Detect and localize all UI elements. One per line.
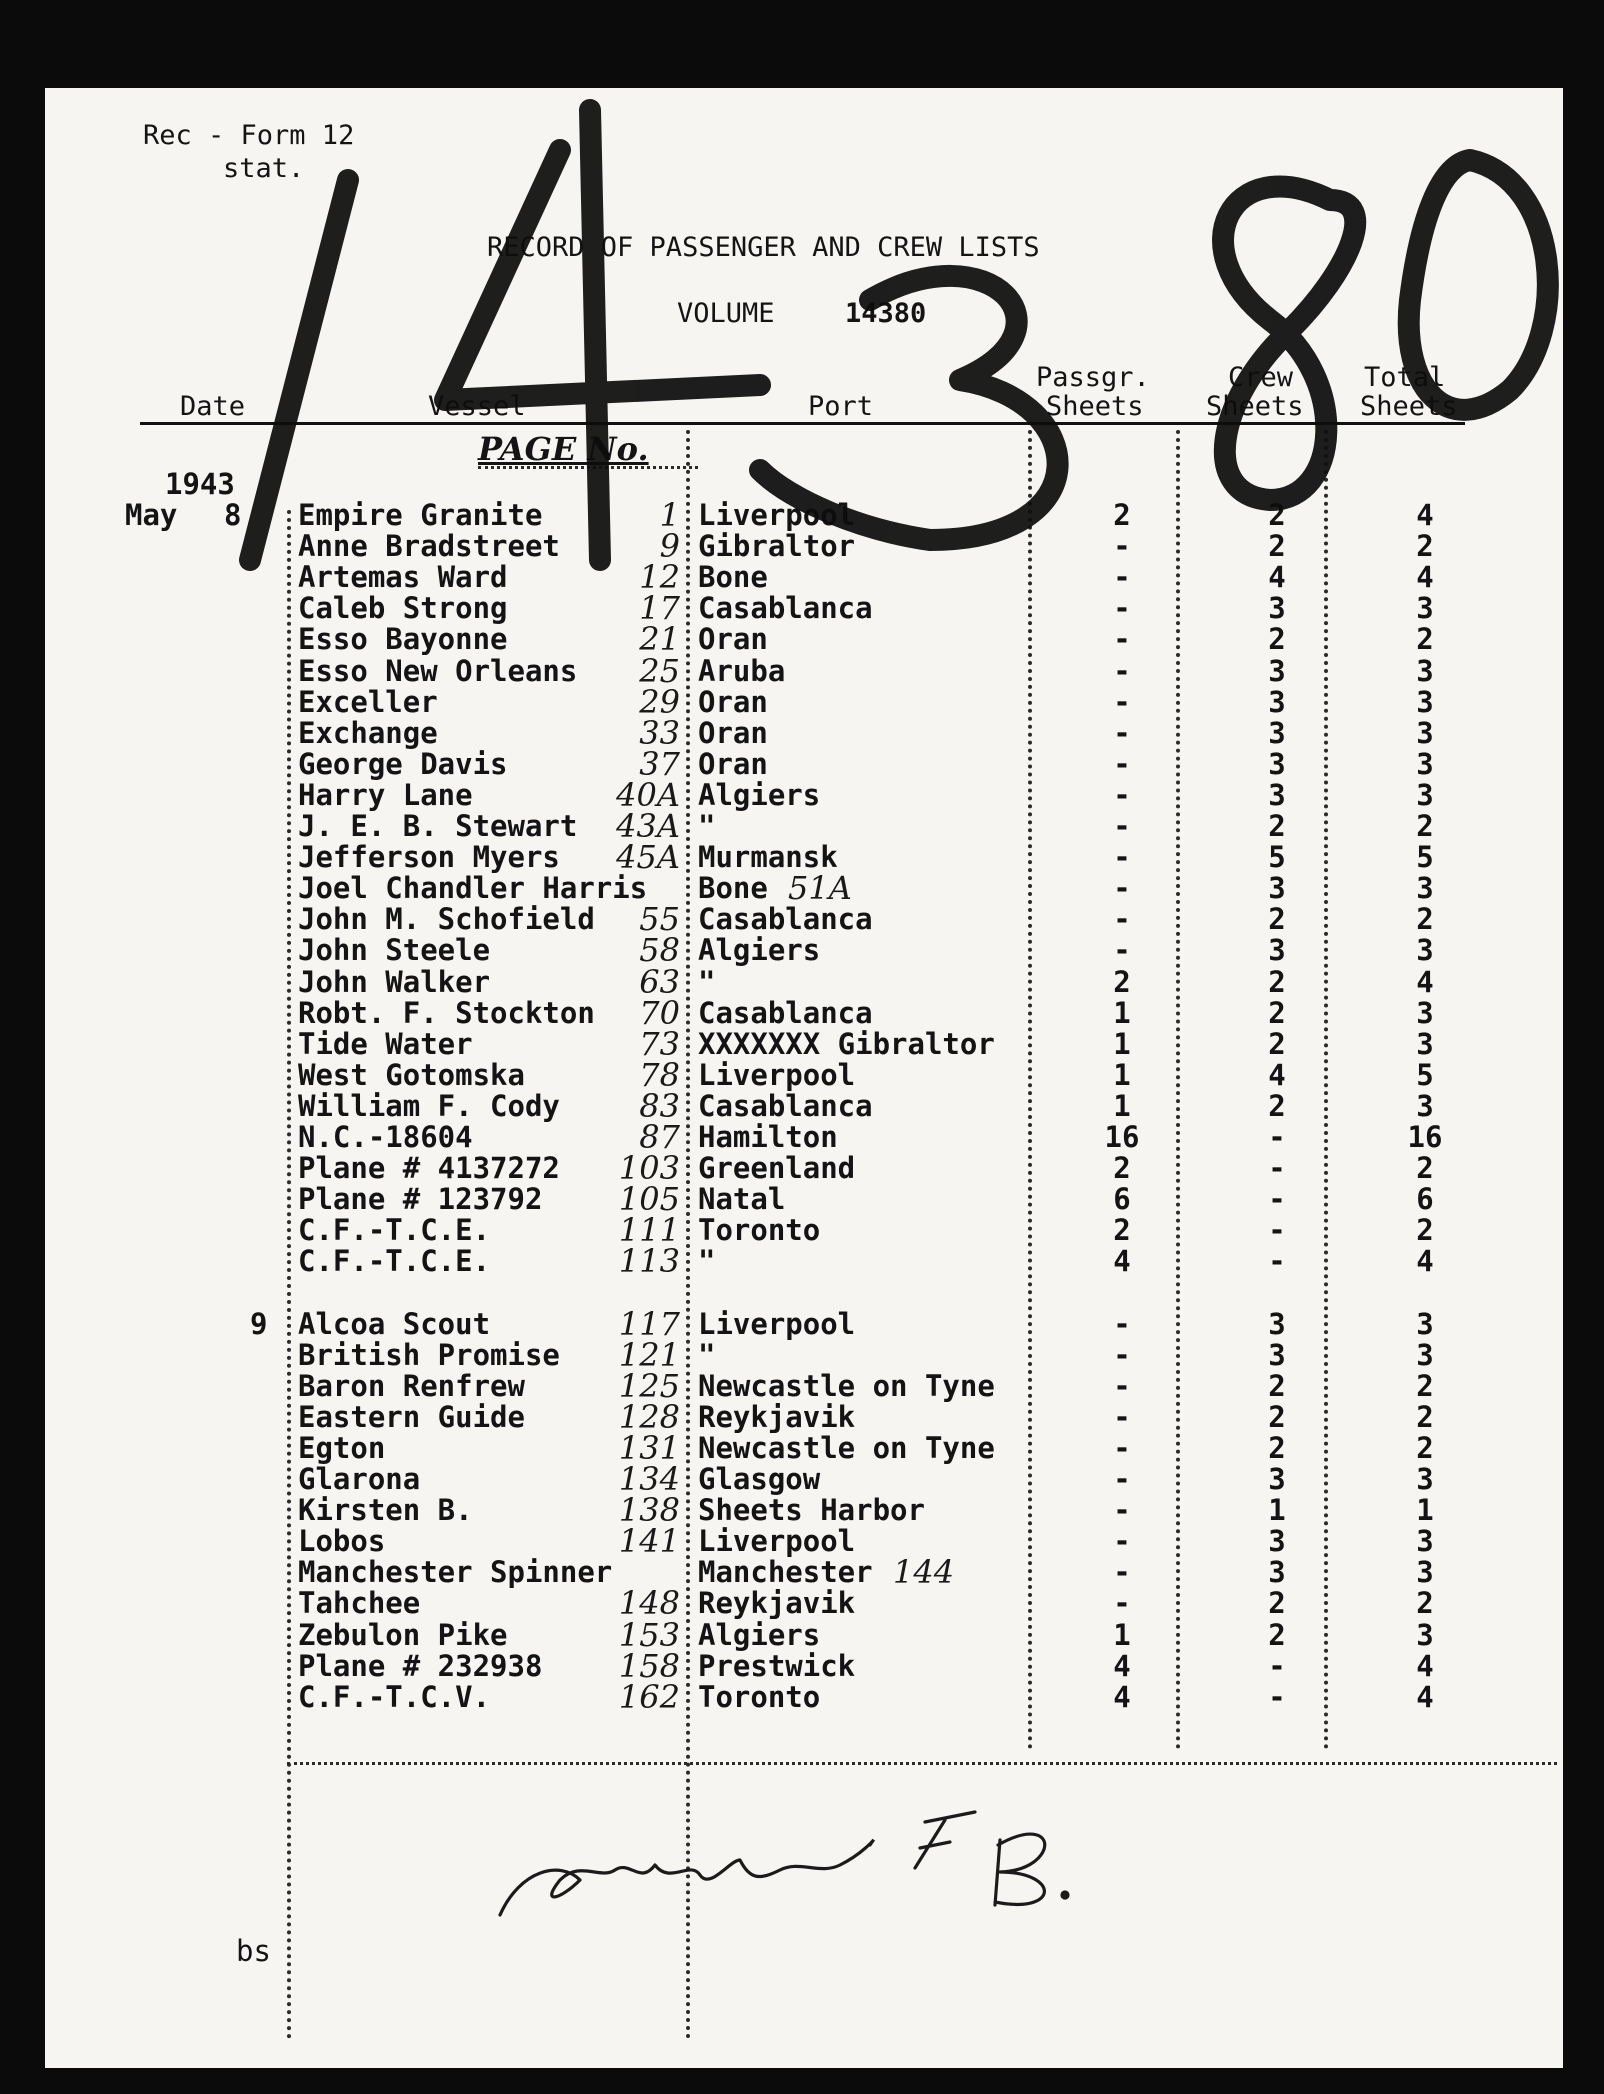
total-sheets-cell: 2 xyxy=(1416,1430,1434,1465)
crew-sheets-cell: - xyxy=(1268,1120,1286,1154)
port-cell: Reykjavik xyxy=(698,1399,856,1434)
col-vessel: Vessel xyxy=(428,391,526,422)
table-row xyxy=(0,1304,1604,1343)
crew-sheets-cell: 2 xyxy=(1268,622,1286,657)
port-note-cell: 144 xyxy=(893,1553,955,1592)
vessel-cell: Plane # 123792 xyxy=(298,1182,543,1217)
total-sheets-cell: 6 xyxy=(1416,1182,1434,1217)
col-port: Port xyxy=(808,391,874,422)
vessel-cell: Tide Water xyxy=(298,1026,473,1061)
total-sheets-cell: 3 xyxy=(1416,746,1434,781)
total-sheets-cell: 4 xyxy=(1416,1648,1434,1683)
vessel-cell: Harry Lane xyxy=(298,777,473,812)
port-cell: Natal xyxy=(698,1182,786,1217)
page-number-cell: 43A xyxy=(616,807,680,845)
total-sheets-cell: 2 xyxy=(1416,622,1434,657)
total-sheets-cell: 3 xyxy=(1416,684,1434,719)
total-sheets-cell: 2 xyxy=(1416,1399,1434,1434)
crew-sheets-cell: 3 xyxy=(1268,777,1286,812)
total-sheets-cell: 2 xyxy=(1416,1151,1434,1186)
table-row xyxy=(0,1522,1604,1561)
table-row xyxy=(0,527,1604,566)
table-row xyxy=(0,1242,1604,1281)
port-cell: Aruba xyxy=(698,653,786,688)
port-cell: " xyxy=(698,1244,716,1279)
passgr-sheets-cell: 1 xyxy=(1113,1088,1131,1123)
page-number-cell: 113 xyxy=(618,1242,680,1281)
total-sheets-cell: 4 xyxy=(1416,1244,1434,1279)
page-number-cell: 12 xyxy=(639,558,680,597)
form-stat: stat. xyxy=(223,153,305,184)
page-number-cell: 70 xyxy=(639,993,680,1032)
page-number-cell: 134 xyxy=(618,1460,680,1498)
table-row xyxy=(0,1646,1604,1685)
year: 1943 xyxy=(165,467,235,501)
page-label: PAGE No. xyxy=(478,430,649,468)
passgr-sheets-cell: - xyxy=(1113,1555,1131,1590)
passgr-sheets-cell: 1 xyxy=(1113,1617,1131,1652)
crew-sheets-cell: 3 xyxy=(1268,871,1286,906)
total-sheets-cell: 2 xyxy=(1416,529,1434,564)
table-row xyxy=(0,1584,1604,1623)
total-sheets-cell: 3 xyxy=(1416,1524,1434,1559)
vessel-cell: Caleb Strong xyxy=(298,591,508,626)
passgr-sheets-cell: - xyxy=(1113,809,1131,843)
page-number-cell: 55 xyxy=(639,900,680,939)
vessel-cell: Baron Renfrew xyxy=(298,1368,525,1403)
port-cell: Casablanca xyxy=(698,1088,873,1123)
vessel-cell: Manchester Spinner xyxy=(298,1555,613,1590)
vessel-cell: N.C.-18604 xyxy=(298,1120,473,1154)
vessel-cell: Jefferson Myers xyxy=(298,840,560,875)
passgr-sheets-cell: 4 xyxy=(1113,1648,1131,1683)
crew-sheets-cell: 3 xyxy=(1268,591,1286,626)
total-sheets-cell: 4 xyxy=(1416,560,1434,595)
vessel-cell: Glarona xyxy=(298,1462,421,1496)
table-row xyxy=(0,1677,1604,1716)
page-number-cell: 105 xyxy=(618,1180,680,1219)
port-cell: XXXXXXX Gibraltor xyxy=(698,1026,995,1061)
vessel-cell: West Gotomska xyxy=(298,1057,525,1092)
page-number-cell: 45A xyxy=(616,838,680,877)
page-number-cell: 162 xyxy=(618,1677,680,1716)
port-cell: " xyxy=(698,809,716,843)
table-row xyxy=(0,1211,1604,1250)
crew-sheets-cell: 2 xyxy=(1268,529,1286,564)
table-row xyxy=(0,1428,1604,1467)
table-row xyxy=(0,962,1604,1001)
table-row xyxy=(0,1118,1604,1156)
table-row xyxy=(0,1491,1604,1530)
total-sheets-cell: 3 xyxy=(1416,591,1434,626)
crew-sheets-cell: 3 xyxy=(1268,1462,1286,1496)
passgr-sheets-cell: - xyxy=(1113,1337,1131,1372)
table-row xyxy=(0,744,1604,783)
port-cell: Gibraltor xyxy=(698,529,856,564)
total-sheets-cell: 2 xyxy=(1416,902,1434,937)
port-note-cell: 51A xyxy=(788,869,852,908)
table-row xyxy=(0,589,1604,628)
table-row xyxy=(0,807,1604,845)
page-number-cell: 21 xyxy=(639,620,680,659)
vessel-cell: C.F.-T.C.E. xyxy=(298,1244,491,1279)
crew-sheets-cell: 3 xyxy=(1268,746,1286,781)
passgr-sheets-cell: - xyxy=(1113,840,1131,875)
port-cell: Bone xyxy=(698,560,768,595)
crew-sheets-cell: 2 xyxy=(1268,1399,1286,1434)
page-label-rule xyxy=(478,466,698,469)
crew-sheets-cell: 2 xyxy=(1268,964,1286,999)
total-sheets-cell: 3 xyxy=(1416,1337,1434,1372)
vessel-cell: Robt. F. Stockton xyxy=(298,995,595,1030)
crew-sheets-cell: 3 xyxy=(1268,684,1286,719)
crew-sheets-cell: 2 xyxy=(1268,1368,1286,1403)
vessel-cell: Zebulon Pike xyxy=(298,1617,508,1652)
crew-sheets-cell: 2 xyxy=(1268,995,1286,1030)
total-sheets-cell: 3 xyxy=(1416,715,1434,750)
total-sheets-cell: 2 xyxy=(1416,1213,1434,1248)
page-number-cell: 125 xyxy=(618,1366,680,1405)
passgr-sheets-cell: - xyxy=(1113,591,1131,626)
volume-label: VOLUME xyxy=(677,298,775,329)
vessel-cell: British Promise xyxy=(298,1337,560,1372)
vessel-cell: Plane # 4137272 xyxy=(298,1151,560,1186)
total-sheets-cell: 16 xyxy=(1407,1120,1443,1154)
total-sheets-cell: 3 xyxy=(1416,653,1434,688)
page-number-cell: 73 xyxy=(639,1024,680,1063)
passgr-sheets-cell: - xyxy=(1113,1368,1131,1403)
crew-sheets-cell: 2 xyxy=(1268,1088,1286,1123)
port-cell: Oran xyxy=(698,746,768,781)
total-sheets-cell: 4 xyxy=(1416,964,1434,999)
col-total-1: Total xyxy=(1364,362,1446,393)
table-row xyxy=(0,869,1604,908)
vessel-cell: Esso Bayonne xyxy=(298,622,508,657)
page-number-cell: 128 xyxy=(618,1397,680,1436)
port-cell: Toronto xyxy=(698,1213,821,1248)
vessel-cell: Exceller xyxy=(298,684,438,719)
port-cell: Newcastle on Tyne xyxy=(698,1368,995,1403)
table-row xyxy=(0,1460,1604,1498)
vessel-cell: Plane # 232938 xyxy=(298,1648,543,1683)
crew-sheets-cell: 2 xyxy=(1268,902,1286,937)
table-row xyxy=(0,1180,1604,1219)
vessel-cell: Joel Chandler Harris xyxy=(298,871,648,906)
document-title: RECORD OF PASSENGER AND CREW LISTS xyxy=(487,232,1040,263)
port-cell: Liverpool xyxy=(698,1524,856,1559)
crew-sheets-cell: - xyxy=(1268,1182,1286,1217)
passgr-sheets-cell: 2 xyxy=(1113,1213,1131,1248)
port-cell: Algiers xyxy=(698,777,821,812)
page-number-cell: 58 xyxy=(639,931,680,970)
footer-rule xyxy=(287,1762,1557,1765)
port-cell: Algiers xyxy=(698,1617,821,1652)
passgr-sheets-cell: 4 xyxy=(1113,1679,1131,1714)
page-number-cell: 29 xyxy=(639,682,680,721)
port-cell: " xyxy=(698,1337,716,1372)
col-passgr-2: Sheets xyxy=(1046,391,1144,422)
vessel-cell: Kirsten B. xyxy=(298,1493,473,1528)
vessel-cell: John M. Schofield xyxy=(298,902,595,937)
passgr-sheets-cell: 1 xyxy=(1113,1026,1131,1061)
total-sheets-cell: 3 xyxy=(1416,1617,1434,1652)
crew-sheets-cell: - xyxy=(1268,1151,1286,1186)
table-row xyxy=(0,1615,1604,1654)
page-number-cell: 158 xyxy=(618,1646,680,1685)
passgr-sheets-cell: - xyxy=(1113,1430,1131,1465)
page-number-cell: 40A xyxy=(616,775,680,814)
total-sheets-cell: 3 xyxy=(1416,995,1434,1030)
table-row xyxy=(0,1086,1604,1125)
crew-sheets-cell: 2 xyxy=(1268,809,1286,843)
page-number-cell: 131 xyxy=(618,1428,680,1467)
total-sheets-cell: 3 xyxy=(1416,777,1434,812)
table-row xyxy=(0,900,1604,939)
passgr-sheets-cell: 2 xyxy=(1113,1151,1131,1186)
table-row xyxy=(0,496,1604,534)
passgr-sheets-cell: 6 xyxy=(1113,1182,1131,1217)
volume-number: 14380 xyxy=(845,298,927,329)
page-number-cell: 87 xyxy=(639,1118,680,1156)
total-sheets-cell: 4 xyxy=(1416,1679,1434,1714)
port-cell: Reykjavik xyxy=(698,1586,856,1621)
crew-sheets-cell: - xyxy=(1268,1648,1286,1683)
table-row xyxy=(0,1024,1604,1063)
vessel-cell: J. E. B. Stewart xyxy=(298,809,578,843)
col-crew-1: Crew xyxy=(1228,362,1294,393)
crew-sheets-cell: 3 xyxy=(1268,933,1286,968)
passgr-sheets-cell: - xyxy=(1113,1586,1131,1621)
total-sheets-cell: 3 xyxy=(1416,871,1434,906)
port-cell: Algiers xyxy=(698,933,821,968)
port-cell: Manchester xyxy=(698,1555,873,1590)
vessel-cell: William F. Cody xyxy=(298,1088,560,1123)
page-number-cell: 83 xyxy=(639,1086,680,1125)
crew-sheets-cell: 3 xyxy=(1268,653,1286,688)
page-number-cell: 37 xyxy=(639,744,680,783)
crew-sheets-cell: 5 xyxy=(1268,840,1286,875)
vessel-cell: C.F.-T.C.E. xyxy=(298,1213,491,1248)
crew-sheets-cell: - xyxy=(1268,1244,1286,1279)
crew-sheets-cell: - xyxy=(1268,1213,1286,1248)
port-cell: Casablanca xyxy=(698,995,873,1030)
passgr-sheets-cell: - xyxy=(1113,1462,1131,1496)
crew-sheets-cell: 3 xyxy=(1268,1306,1286,1341)
day-cell: 9 xyxy=(250,1306,268,1341)
port-cell: Oran xyxy=(698,715,768,750)
header-rule xyxy=(140,422,1465,425)
passgr-sheets-cell: - xyxy=(1113,871,1131,906)
table-row xyxy=(0,713,1604,752)
crew-sheets-cell: - xyxy=(1268,1679,1286,1714)
crew-sheets-cell: 3 xyxy=(1268,715,1286,750)
crew-sheets-cell: 4 xyxy=(1268,1057,1286,1092)
crew-sheets-cell: 2 xyxy=(1268,1430,1286,1465)
port-cell: Toronto xyxy=(698,1679,821,1714)
passgr-sheets-cell: - xyxy=(1113,715,1131,750)
passgr-sheets-cell: - xyxy=(1113,1524,1131,1559)
port-cell: Newcastle on Tyne xyxy=(698,1430,995,1465)
port-cell: Sheets Harbor xyxy=(698,1493,925,1528)
page-number-cell: 117 xyxy=(618,1304,680,1343)
table-row xyxy=(0,620,1604,659)
day-cell: 8 xyxy=(224,498,242,532)
passgr-sheets-cell: - xyxy=(1113,1399,1131,1434)
table-row xyxy=(0,1366,1604,1405)
passgr-sheets-cell: - xyxy=(1113,1306,1131,1341)
page-number-cell: 138 xyxy=(618,1491,680,1530)
col-total-2: Sheets xyxy=(1360,391,1458,422)
passgr-sheets-cell: - xyxy=(1113,653,1131,688)
vessel-cell: Alcoa Scout xyxy=(298,1306,491,1341)
page-number-cell: 63 xyxy=(639,962,680,1001)
form-id: Rec - Form 12 xyxy=(143,120,355,151)
port-cell: Bone xyxy=(698,871,768,906)
vessel-cell: John Steele xyxy=(298,933,491,968)
port-cell: Casablanca xyxy=(698,902,873,937)
passgr-sheets-cell: 4 xyxy=(1113,1244,1131,1279)
vessel-cell: C.F.-T.C.V. xyxy=(298,1679,491,1714)
crew-sheets-cell: 2 xyxy=(1268,1026,1286,1061)
page-number-cell: 141 xyxy=(618,1522,680,1561)
total-sheets-cell: 5 xyxy=(1416,1057,1434,1092)
table-row xyxy=(0,931,1604,970)
total-sheets-cell: 3 xyxy=(1416,1462,1434,1496)
table-row xyxy=(0,993,1604,1032)
total-sheets-cell: 4 xyxy=(1416,498,1434,532)
total-sheets-cell: 2 xyxy=(1416,809,1434,843)
total-sheets-cell: 2 xyxy=(1416,1586,1434,1621)
table-row xyxy=(0,651,1604,690)
crew-sheets-cell: 3 xyxy=(1268,1555,1286,1590)
port-cell: Casablanca xyxy=(698,591,873,626)
total-sheets-cell: 3 xyxy=(1416,1555,1434,1590)
table-row xyxy=(0,775,1604,814)
passgr-sheets-cell: 2 xyxy=(1113,498,1131,532)
port-cell: Oran xyxy=(698,622,768,657)
passgr-sheets-cell: - xyxy=(1113,622,1131,657)
passgr-sheets-cell: - xyxy=(1113,746,1131,781)
vessel-cell: Empire Granite xyxy=(298,498,543,532)
table-row xyxy=(0,1553,1604,1592)
table-row xyxy=(0,1055,1604,1094)
col-passgr-1: Passgr. xyxy=(1036,362,1150,393)
crew-sheets-cell: 3 xyxy=(1268,1337,1286,1372)
passgr-sheets-cell: - xyxy=(1113,684,1131,719)
total-sheets-cell: 3 xyxy=(1416,1306,1434,1341)
vessel-cell: Egton xyxy=(298,1430,386,1465)
page-number-cell: 9 xyxy=(659,527,680,566)
passgr-sheets-cell: 1 xyxy=(1113,1057,1131,1092)
port-cell: Oran xyxy=(698,684,768,719)
vessel-cell: George Davis xyxy=(298,746,508,781)
total-sheets-cell: 5 xyxy=(1416,840,1434,875)
page-number-cell: 121 xyxy=(618,1335,680,1374)
month: May xyxy=(125,498,178,532)
vessel-cell: Exchange xyxy=(298,715,438,750)
col-crew-2: Sheets xyxy=(1206,391,1304,422)
vessel-cell: Artemas Ward xyxy=(298,560,508,595)
table-row xyxy=(0,1149,1604,1188)
port-cell: Hamilton xyxy=(698,1120,838,1154)
total-sheets-cell: 2 xyxy=(1416,1368,1434,1403)
crew-sheets-cell: 4 xyxy=(1268,560,1286,595)
port-cell: Liverpool xyxy=(698,1306,856,1341)
crew-sheets-cell: 1 xyxy=(1268,1493,1286,1528)
initials: bs xyxy=(236,1934,271,1968)
port-cell: Greenland xyxy=(698,1151,856,1186)
table-row xyxy=(0,558,1604,597)
crew-sheets-cell: 2 xyxy=(1268,498,1286,532)
page-number-cell: 1 xyxy=(659,496,680,534)
passgr-sheets-cell: 2 xyxy=(1113,964,1131,999)
total-sheets-cell: 3 xyxy=(1416,1026,1434,1061)
passgr-sheets-cell: 16 xyxy=(1104,1120,1140,1154)
port-cell: Prestwick xyxy=(698,1648,856,1683)
page-number-cell: 111 xyxy=(618,1211,680,1250)
passgr-sheets-cell: - xyxy=(1113,933,1131,968)
vessel-cell: Esso New Orleans xyxy=(298,653,578,688)
port-cell: Glasgow xyxy=(698,1462,821,1496)
passgr-sheets-cell: - xyxy=(1113,529,1131,564)
crew-sheets-cell: 2 xyxy=(1268,1617,1286,1652)
passgr-sheets-cell: 1 xyxy=(1113,995,1131,1030)
page-number-cell: 148 xyxy=(618,1584,680,1623)
vessel-cell: Anne Bradstreet xyxy=(298,529,560,564)
page-number-cell: 33 xyxy=(639,713,680,752)
vessel-cell: Eastern Guide xyxy=(298,1399,525,1434)
passgr-sheets-cell: - xyxy=(1113,777,1131,812)
passgr-sheets-cell: - xyxy=(1113,560,1131,595)
port-cell: Liverpool xyxy=(698,1057,856,1092)
col-date: Date xyxy=(180,391,246,422)
signature-text: Saunders FB. xyxy=(0,0,8,1)
table-row xyxy=(0,682,1604,721)
page-number-cell: 153 xyxy=(618,1615,680,1654)
crew-sheets-cell: 2 xyxy=(1268,1586,1286,1621)
total-sheets-cell: 3 xyxy=(1416,933,1434,968)
port-cell: " xyxy=(698,964,716,999)
total-sheets-cell: 1 xyxy=(1416,1493,1434,1528)
total-sheets-cell: 3 xyxy=(1416,1088,1434,1123)
vessel-cell: Tahchee xyxy=(298,1586,421,1621)
table-row xyxy=(0,1335,1604,1374)
vessel-cell: John Walker xyxy=(298,964,491,999)
page-number-cell: 17 xyxy=(639,589,680,628)
table-row xyxy=(0,1397,1604,1436)
page-number-cell: 103 xyxy=(618,1149,680,1188)
page-number-cell: 25 xyxy=(639,651,680,690)
vessel-cell: Lobos xyxy=(298,1524,386,1559)
passgr-sheets-cell: - xyxy=(1113,902,1131,937)
page-number-cell: 78 xyxy=(639,1055,680,1094)
passgr-sheets-cell: - xyxy=(1113,1493,1131,1528)
port-cell: Murmansk xyxy=(698,840,838,875)
crew-sheets-cell: 3 xyxy=(1268,1524,1286,1559)
port-cell: Liverpool xyxy=(698,498,856,532)
